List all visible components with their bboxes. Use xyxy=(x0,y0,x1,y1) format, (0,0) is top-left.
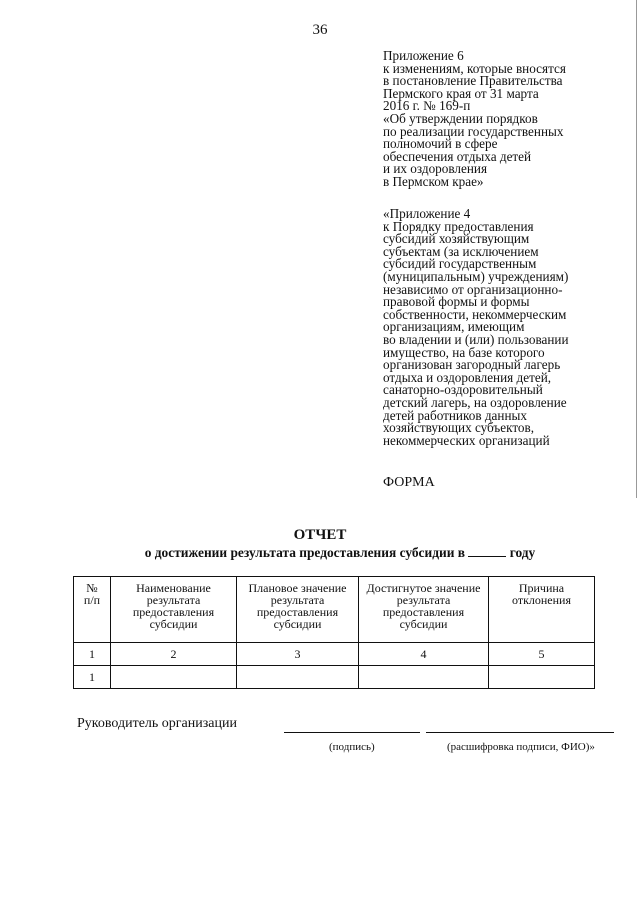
appendix-6-header xyxy=(383,50,613,189)
table-row xyxy=(74,643,595,666)
signature-line[interactable] xyxy=(284,732,420,733)
table-cell[interactable] xyxy=(489,666,595,689)
appendix-4-line: организован загородный лагерь xyxy=(383,357,561,373)
appendix-4-line: «Приложение 4 xyxy=(383,206,471,221)
table-cell[interactable] xyxy=(111,666,237,689)
appendix-4-line: хозяйствующих субъектов, xyxy=(383,420,535,436)
header-text: предоставления xyxy=(256,605,339,619)
appendix-6-line: в Пермском крае» xyxy=(383,173,484,189)
header-text: результата xyxy=(270,593,325,607)
appendix-6-line: и их оздоровления xyxy=(383,161,488,177)
report-table xyxy=(73,576,595,689)
header-text: п/п xyxy=(83,593,101,607)
page-edge-line xyxy=(636,0,637,498)
header-text: отклонения xyxy=(511,593,571,607)
table-cell: 3 xyxy=(237,643,359,666)
appendix-4-line: (муниципальным) учреждениям) xyxy=(383,268,569,284)
page-number: 36 xyxy=(312,22,328,38)
report-subtitle-year-word: году xyxy=(509,545,536,560)
appendix-6-line: к изменениям, которые вносятся xyxy=(383,60,566,76)
header-text: № xyxy=(86,581,98,595)
appendix-6-line: «Об утверждении порядков xyxy=(383,110,538,126)
appendix-4-line: правовой формы и формы xyxy=(383,294,530,310)
table-cell[interactable] xyxy=(359,666,489,689)
appendix-4-line: имущество, на базе которого xyxy=(383,344,545,360)
name-decoding-line[interactable] xyxy=(426,732,614,733)
table-cell: 1 xyxy=(74,666,111,689)
header-text: Плановое значение xyxy=(248,581,347,595)
table-cell: 2 xyxy=(111,643,237,666)
appendix-6-line: по реализации государственных xyxy=(383,123,564,139)
header-cell-planned-value xyxy=(237,577,359,643)
table-cell: 5 xyxy=(489,643,595,666)
appendix-4-line: независимо от организационно- xyxy=(383,281,563,297)
appendix-6-line: 2016 г. № 169-п xyxy=(383,98,471,114)
table-row xyxy=(74,666,595,689)
appendix-4-line: детский лагерь, на оздоровление xyxy=(383,394,567,410)
form-label: ФОРМА xyxy=(383,475,435,490)
report-subtitle-text: о достижении результата предоставления субсидии в xyxy=(144,545,465,560)
appendix-4-line: субсидий хозяйствующим xyxy=(383,231,530,247)
report-title: ОТЧЕТ xyxy=(293,527,347,543)
report-subtitle xyxy=(0,545,640,561)
header-text: субсидии xyxy=(273,617,322,631)
header-text: результата xyxy=(396,593,451,607)
appendix-4-line: субъектам (за исключением xyxy=(383,243,539,259)
appendix-4-line: во владении и (или) пользовании xyxy=(383,331,569,347)
appendix-4-header xyxy=(383,208,613,447)
header-text: результата xyxy=(146,593,201,607)
appendix-4-line: организациям, имеющим xyxy=(383,319,525,335)
appendix-4-line: субсидий государственным xyxy=(383,256,537,272)
appendix-4-line: санаторно-оздоровительный xyxy=(383,382,543,398)
appendix-6-line: обеспечения отдыха детей xyxy=(383,148,532,164)
appendix-6-line: полномочий в сфере xyxy=(383,136,498,152)
table-cell: 4 xyxy=(359,643,489,666)
name-decoding-caption: (расшифровка подписи, ФИО)» xyxy=(447,741,595,753)
appendix-4-line: детей работников данных xyxy=(383,407,527,423)
table-cell: 1 xyxy=(74,643,111,666)
header-text: Причина xyxy=(518,581,565,595)
header-cell-number xyxy=(74,577,111,643)
header-cell-deviation-reason xyxy=(489,577,595,643)
appendix-6-line: в постановление Правительства xyxy=(383,73,563,89)
signatory-label: Руководитель организации xyxy=(77,716,237,731)
header-text: субсидии xyxy=(399,617,448,631)
header-text: субсидии xyxy=(149,617,198,631)
header-cell-achieved-value xyxy=(359,577,489,643)
header-text: предоставления xyxy=(132,605,215,619)
appendix-4-line: отдыха и оздоровления детей, xyxy=(383,369,552,385)
header-text: предоставления xyxy=(382,605,465,619)
appendix-4-line: некоммерческих организаций xyxy=(383,432,550,448)
header-text: Наименование xyxy=(136,581,211,595)
header-cell-result-name xyxy=(111,577,237,643)
appendix-4-line: к Порядку предоставления xyxy=(383,218,534,234)
appendix-6-line: Пермского края от 31 марта xyxy=(383,85,539,101)
year-blank-field[interactable] xyxy=(468,545,506,557)
header-text: Достигнутое значение xyxy=(366,581,481,595)
appendix-4-line: собственности, некоммерческим xyxy=(383,306,567,322)
table-cell[interactable] xyxy=(237,666,359,689)
appendix-6-line: Приложение 6 xyxy=(383,48,464,63)
signature-caption: (подпись) xyxy=(329,741,375,753)
table-header-row xyxy=(74,577,595,643)
